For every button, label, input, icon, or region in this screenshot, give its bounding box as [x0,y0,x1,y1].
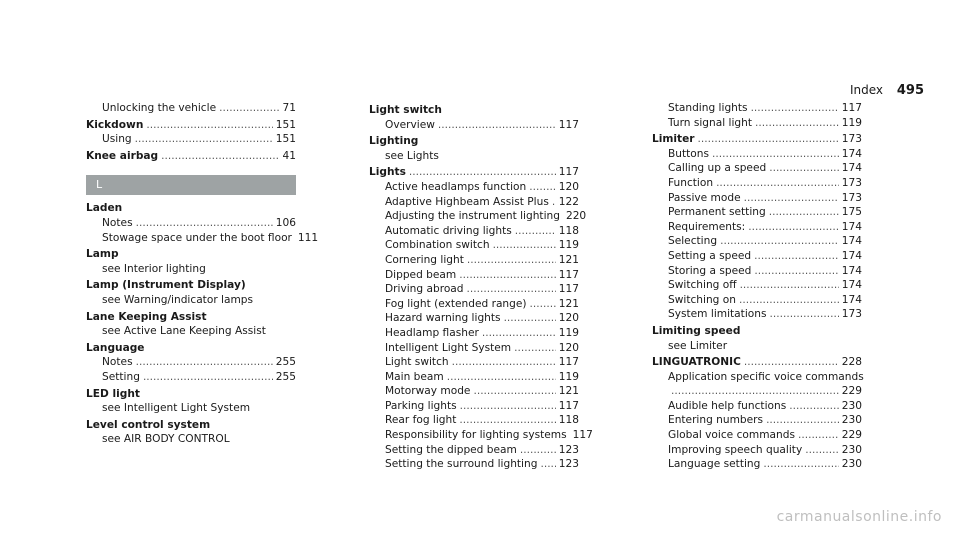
dot-leader [482,326,556,341]
entry-text: LINGUATRONIC [652,356,741,369]
dot-leader [751,101,839,116]
index-column-2 [369,101,593,472]
entry-text: Storing a speed [668,264,752,277]
index-subentry[interactable] [652,205,862,220]
page-reference[interactable]: 173 [841,176,862,189]
page-reference[interactable]: 229 [841,429,862,442]
index-subentry[interactable] [652,101,862,116]
index-subentry[interactable] [652,443,862,458]
dot-leader [789,399,839,414]
entry-text: see Intelligent Light System [102,402,251,415]
index-subentry[interactable] [86,370,296,385]
dot-leader [467,282,556,297]
page-reference[interactable]: 119 [841,116,862,129]
entry-text: Automatic driving lights [385,224,512,237]
dot-leader [136,216,273,231]
entry-text: Rear fog light [385,414,457,427]
page-reference[interactable]: 174 [841,162,862,175]
entry-text: see AIR BODY CONTROL [102,433,230,446]
index-subentry[interactable] [86,132,296,147]
dot-leader [798,428,839,443]
entry-text: Entering numbers [668,414,764,427]
page-reference[interactable]: 230 [841,443,862,456]
watermark: carmanualsonline.info [776,509,942,525]
entry-text: Stowage space under the boot floor [102,231,292,244]
page-reference[interactable]: 119 [558,239,579,252]
index-subentry[interactable] [652,147,862,162]
entry-text: Light switch [385,356,449,369]
index-entry[interactable] [86,341,296,356]
dot-leader [143,370,273,385]
dot-leader [766,413,839,428]
entry-text: Lamp [86,248,119,261]
entry-text: see Interior lighting [102,262,206,275]
page-reference[interactable]: 122 [558,195,579,208]
index-subentry[interactable] [652,428,862,443]
page-reference[interactable]: 173 [841,133,862,146]
index-entry[interactable] [86,247,296,262]
index-entry[interactable] [369,134,579,149]
page-reference[interactable]: 173 [841,191,862,204]
section-letter-header: L [86,175,296,195]
page-reference[interactable]: 106 [275,216,296,229]
dot-leader [805,443,839,458]
entry-text: Limiter [652,133,695,146]
index-subentry[interactable] [652,413,862,428]
page-reference[interactable]: 121 [558,385,579,398]
page-reference[interactable]: 118 [558,224,579,237]
entry-text: Responsibility for lighting systems [385,429,567,442]
entry-text: Calling up a speed [668,162,767,175]
entry-text: Permanent setting [668,206,766,219]
page-reference[interactable]: 117 [558,118,579,131]
page-reference[interactable]: 120 [558,341,579,354]
dot-leader [716,176,839,191]
page-reference[interactable]: 174 [841,147,862,160]
page-reference[interactable]: 255 [275,356,296,369]
dot-leader [712,147,839,162]
index-subentry[interactable] [652,339,862,354]
dot-leader [438,118,556,133]
index-subentry[interactable] [652,384,862,399]
page-reference[interactable]: 41 [282,149,296,162]
index-subentry[interactable] [369,384,579,399]
page-reference[interactable]: 120 [558,180,579,193]
index-entry[interactable] [369,103,579,118]
index-entry[interactable] [86,118,296,133]
dot-leader [754,249,839,264]
entry-text: Selecting [668,235,718,248]
entry-text: Limiting speed [652,324,741,337]
page-reference[interactable]: 229 [841,385,862,398]
page-reference[interactable]: 255 [275,370,296,383]
page-reference[interactable]: 228 [841,356,862,369]
dot-leader [146,118,272,133]
page-reference[interactable]: 123 [558,458,579,471]
index-subentry[interactable] [652,264,862,279]
index-subentry[interactable] [652,307,862,322]
index-subentry[interactable] [369,253,579,268]
entry-text: Lamp (Instrument Display) [86,279,246,292]
page-reference[interactable]: 117 [558,268,579,281]
entry-text: Kickdown [86,118,144,131]
page-reference[interactable]: 174 [841,279,862,292]
entry-text: Intelligent Light System [385,341,512,354]
entry-text: Using [102,133,132,146]
index-subentry[interactable] [369,224,579,239]
index-subentry[interactable] [369,443,579,458]
dot-leader [219,101,279,116]
page-reference[interactable]: 117 [558,166,579,179]
entry-text: Requirements: [668,220,746,233]
entry-text: Combination switch [385,239,490,252]
index-subentry[interactable] [86,293,296,308]
index-subentry[interactable] [652,457,862,472]
page-header [850,83,924,98]
index-subentry[interactable] [369,195,579,210]
entry-text: Switching off [668,279,737,292]
dot-leader [459,413,555,428]
index-column-1 [86,101,319,447]
dot-leader [754,264,838,279]
index-subentry[interactable] [369,118,579,133]
page-reference[interactable]: 174 [841,264,862,277]
index-entry[interactable] [86,149,296,164]
page-reference[interactable]: 175 [841,206,862,219]
index-subentry[interactable] [652,370,862,385]
dot-leader [467,253,556,268]
entry-text: Dipped beam [385,268,457,281]
index-subentry[interactable] [369,428,593,443]
entry-text: see Warning/indicator lamps [102,293,254,306]
entry-text: Setting the surround lighting [385,458,538,471]
entry-text: Level control system [86,418,211,431]
page-number: 495 [896,83,924,98]
page-reference[interactable]: 151 [275,118,296,131]
dot-leader [452,355,556,370]
entry-text: Adjusting the instrument lighting [385,210,560,223]
dot-leader [763,457,838,472]
entry-text: Unlocking the vehicle [102,102,217,114]
entry-text: Notes [102,356,133,369]
page-reference[interactable]: 71 [282,102,296,114]
entry-text: see Limiter [668,339,728,352]
dot-leader [748,220,839,235]
entry-text: Main beam [385,370,444,383]
entry-text: Improving speech quality [668,443,803,456]
dot-leader [135,132,273,147]
dot-leader [530,297,556,312]
dot-leader [473,384,555,399]
index-subentry[interactable] [652,293,862,308]
page-reference[interactable]: 230 [841,414,862,427]
page-reference[interactable]: 111 [297,231,319,244]
entry-text: see Active Lane Keeping Assist [102,325,266,338]
entry-text: Passive mode [668,191,741,204]
entry-text: Parking lights [385,399,457,412]
index-column-3 [652,101,862,472]
dot-leader [552,195,556,210]
entry-text: Buttons [668,147,710,160]
index-subentry[interactable] [652,176,862,191]
page-reference[interactable]: 120 [558,312,579,325]
page-reference[interactable]: 117 [572,429,593,442]
entry-text: Lighting [369,135,419,148]
entry-text: Overview [385,118,435,131]
index-subentry[interactable] [369,341,579,356]
dot-leader [459,268,556,283]
entry-text: Motorway mode [385,385,471,398]
dot-leader [493,238,556,253]
dot-leader [447,370,556,385]
page-reference[interactable]: 230 [841,458,862,471]
index-subentry[interactable] [86,355,296,370]
page-reference[interactable]: 119 [558,370,579,383]
entry-text: Notes [102,216,133,229]
page-reference[interactable]: 119 [558,326,579,339]
index-subentry[interactable] [369,413,579,428]
page-reference[interactable]: 123 [558,443,579,456]
page-reference[interactable]: 173 [841,308,862,321]
entry-text: Light switch [369,104,442,116]
entry-text: Audible help functions [668,399,787,412]
index-subentry[interactable] [369,370,579,385]
dot-leader [529,180,556,195]
index-entry[interactable] [86,310,296,325]
dot-leader [520,443,556,458]
index-subentry[interactable] [86,432,296,447]
page-reference[interactable]: 118 [558,414,579,427]
entry-text: Function [668,176,714,189]
index-subentry[interactable] [652,116,862,131]
index-subentry[interactable] [369,297,579,312]
page-reference[interactable]: 151 [275,133,296,146]
dot-leader [769,205,839,220]
page-reference[interactable]: 117 [558,399,579,412]
page-reference[interactable]: 121 [558,253,579,266]
entry-text: Fog light (extended range) [385,297,527,310]
index-subentry[interactable] [86,216,296,231]
entry-text: Cornering light [385,253,464,266]
index-subentry[interactable] [652,399,862,414]
dot-leader [504,311,556,326]
dot-leader [136,355,273,370]
index-subentry[interactable] [86,401,296,416]
index-subentry[interactable] [369,355,579,370]
entry-text: Standing lights [668,102,748,114]
entry-text: Knee airbag [86,149,159,162]
entry-text: Lights [369,166,406,179]
entry-text: Adaptive Highbeam Assist Plus [385,195,549,208]
entry-text: Application specific voice commands [668,370,864,383]
entry-text: Driving abroad [385,283,464,296]
page-reference[interactable]: 174 [841,235,862,248]
dot-leader [769,161,839,176]
entry-text: Turn signal light [668,116,753,129]
index-subentry[interactable] [369,268,579,283]
page-reference[interactable]: 220 [565,210,587,223]
index-subentry[interactable] [369,399,579,414]
index-subentry[interactable] [86,262,296,277]
entry-text: LED light [86,387,140,400]
entry-text: see Lights [385,149,439,162]
index-subentry[interactable] [369,149,579,164]
dot-leader [161,149,279,164]
index-entry[interactable] [652,324,862,339]
index-subentry[interactable] [86,231,319,246]
index-entry[interactable] [86,201,296,216]
entry-text: Switching on [668,293,736,306]
index-subentry[interactable] [369,282,579,297]
index-subentry[interactable] [86,101,296,116]
index-subentry[interactable] [652,234,862,249]
index-subentry[interactable] [369,209,587,224]
index-entry[interactable] [652,355,862,370]
index-entry[interactable] [86,387,296,402]
dot-leader [409,165,556,180]
page-reference[interactable]: 117 [841,102,862,114]
entry-text: Headlamp flasher [385,326,479,339]
dot-leader [740,278,839,293]
dot-leader [744,191,839,206]
entry-text: Setting the dipped beam [385,443,517,456]
entry-text: Setting [102,370,140,383]
entry-text: Setting a speed [668,249,752,262]
entry-text: Hazard warning lights [385,312,501,325]
dot-leader [744,355,839,370]
index-subentry[interactable] [86,324,296,339]
dot-leader [671,384,839,399]
page-reference[interactable]: 174 [841,249,862,262]
dot-leader [515,224,556,239]
page-reference[interactable]: 174 [841,220,862,233]
index-subentry[interactable] [652,161,862,176]
dot-leader [720,234,839,249]
dot-leader [698,132,839,147]
page-reference[interactable]: 117 [558,283,579,296]
index-subentry[interactable] [369,311,579,326]
index-entry[interactable] [369,165,579,180]
entry-text: System limitations [668,308,767,321]
entry-text: Lane Keeping Assist [86,310,207,323]
dot-leader [540,457,555,472]
dot-leader [460,399,556,414]
entry-text: Language [86,341,145,354]
entry-text: Language setting [668,458,761,471]
index-subentry[interactable] [369,457,579,472]
page-reference[interactable]: 121 [558,297,579,310]
index-entry[interactable] [652,132,862,147]
index-subentry[interactable] [652,249,862,264]
header-title: Index [849,83,884,97]
index-subentry[interactable] [369,180,579,195]
page-reference[interactable]: 174 [841,293,862,306]
index-subentry[interactable] [652,191,862,206]
index-entry[interactable] [86,278,296,293]
index-subentry[interactable] [652,220,862,235]
index-subentry[interactable] [369,238,579,253]
entry-text: Laden [86,202,123,215]
dot-leader [739,293,839,308]
entry-text: Global voice commands [668,429,795,442]
dot-leader [769,307,838,322]
index-entry[interactable] [86,418,296,433]
dot-leader [755,116,839,131]
dot-leader [514,341,556,356]
page-reference[interactable]: 230 [841,399,862,412]
entry-text: Active headlamps function [385,180,527,193]
index-subentry[interactable] [652,278,862,293]
page-reference[interactable]: 117 [558,356,579,369]
index-subentry[interactable] [369,326,579,341]
